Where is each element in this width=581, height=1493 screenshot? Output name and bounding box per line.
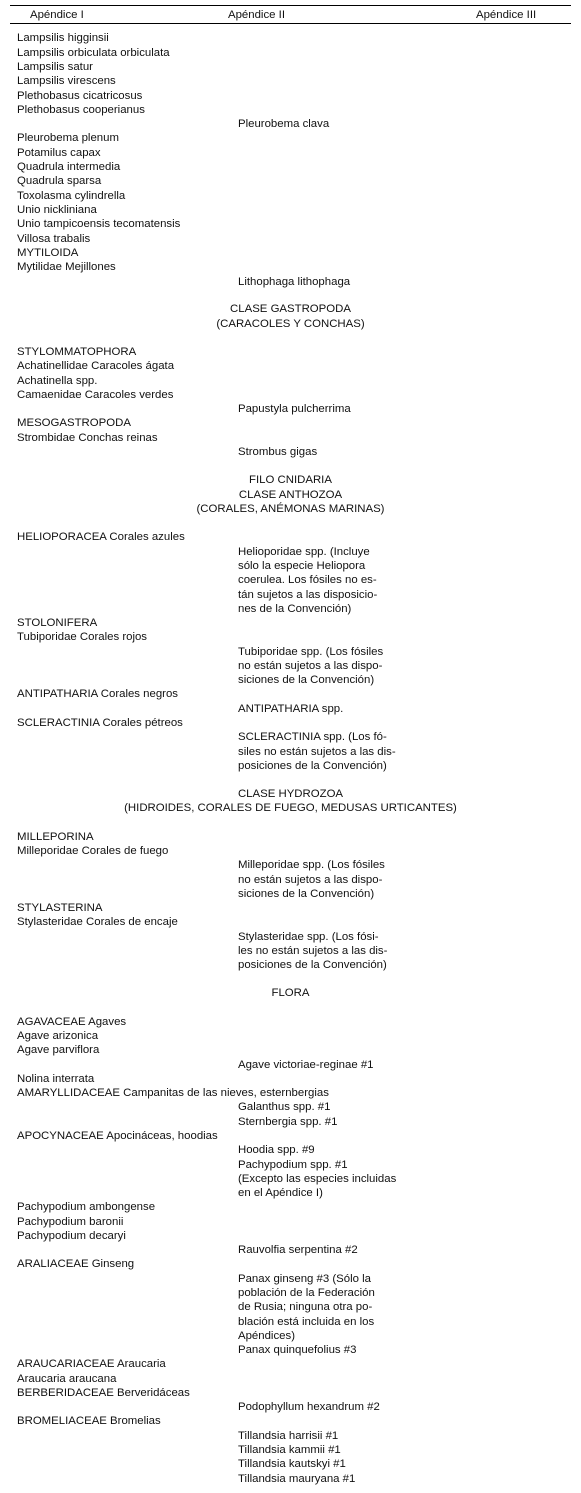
appendix-2-entry: Tillandsia kautskyi #1	[238, 1458, 346, 1470]
appendix-1-entry: STYLASTERINA	[17, 902, 103, 914]
appendix-2-entry: Rauvolfia serpentina #2	[238, 1244, 358, 1256]
appendix-2-entry: Stylasteridae spp. (Los fósi-	[238, 931, 379, 943]
appendix-1-entry: SCLERACTINIA Corales pétreos	[17, 717, 183, 729]
appendix-2-entry: Podophyllum hexandrum #2	[238, 1401, 380, 1413]
appendix-1-entry: Tubiporidae Corales rojos	[17, 631, 148, 643]
appendix-2-entry: Pleurobema clava	[238, 118, 330, 130]
appendix-2-entry: Apéndices)	[238, 1330, 295, 1342]
appendix-1-entry: Unio nickliniana	[17, 204, 97, 216]
appendix-1-entry: BROMELIACEAE Bromelias	[17, 1415, 161, 1427]
appendix-2-entry: Papustyla pulcherrima	[238, 403, 351, 415]
appendix-1-entry: Nolina interrata	[17, 1073, 95, 1085]
appendix-1-entry: HELIOPORACEA Corales azules	[17, 531, 185, 543]
appendix-1-entry: Camaenidae Caracoles verdes	[17, 389, 174, 401]
appendix-1-entry: AMARYLLIDACEAE Campanitas de las nieves, esternbergias	[17, 1087, 329, 1099]
appendix-2-entry: Hoodia spp. #9	[238, 1144, 315, 1156]
appendix-1-entry: Quadrula sparsa	[17, 175, 102, 187]
appendix-1-entry: MESOGASTROPODA	[17, 417, 131, 429]
appendix-1-entry: Achatinella spp.	[17, 375, 98, 387]
section-heading: FILO CNIDARIA	[249, 474, 332, 486]
section-heading: CLASE GASTROPODA	[230, 303, 351, 315]
appendix-2-entry: Strombus gigas	[238, 446, 318, 458]
appendix-2-entry: Tillandsia mauryana #1	[238, 1473, 356, 1485]
appendix-1-entry: Villosa trabalis	[17, 233, 91, 245]
appendix-1-entry: Agave parviflora	[17, 1044, 100, 1056]
appendix-1-entry: Plethobasus cicatricosus	[17, 90, 143, 102]
appendix-2-entry: nes de la Convención)	[238, 603, 352, 615]
appendix-1-entry: Milleporidae Corales de fuego	[17, 845, 169, 857]
appendix-1-entry: AGAVACEAE Agaves	[17, 1016, 127, 1028]
appendix-2-entry: posiciones de la Convención)	[238, 760, 387, 772]
appendix-2-entry: siles no están sujetos a las dis-	[238, 746, 396, 758]
appendix-1-entry: Potamilus capax	[17, 147, 101, 159]
appendix-1-entry: Pleurobema plenum	[17, 132, 119, 144]
appendix-1-entry: Agave arizonica	[17, 1030, 99, 1042]
appendix-2-entry: Agave victoriae-reginae #1	[238, 1059, 374, 1071]
column-header-appendix-2: Apéndice II	[228, 9, 285, 21]
appendix-2-entry: Panax quinquefolius #3	[238, 1344, 357, 1356]
appendix-2-entry: les no están sujetos a las dis-	[238, 945, 388, 957]
appendix-2-entry: en el Apéndice I)	[238, 1187, 323, 1199]
appendix-1-entry: STOLONIFERA	[17, 617, 98, 629]
appendix-2-entry: Pachypodium spp. #1	[238, 1159, 348, 1171]
appendix-1-entry: Lampsilis orbiculata orbiculata	[17, 47, 170, 59]
appendix-1-entry: Unio tampicoensis tecomatensis	[17, 218, 181, 230]
table-header	[0, 0, 581, 26]
appendix-1-entry: ARALIACEAE Ginseng	[17, 1258, 135, 1270]
appendix-2-entry: siciones de la Convención)	[238, 674, 375, 686]
section-heading: FLORA	[271, 987, 310, 999]
appendix-1-entry: Stylasteridae Corales de encaje	[17, 916, 178, 928]
appendix-1-entry: Lampsilis virescens	[17, 75, 116, 87]
appendix-1-entry: Quadrula intermedia	[17, 161, 121, 173]
appendix-1-entry: Lampsilis higginsii	[17, 32, 109, 44]
column-header-appendix-3: Apéndice III	[476, 9, 537, 21]
appendix-2-entry: SCLERACTINIA spp. (Los fó-	[238, 731, 387, 743]
appendix-2-entry: sólo la especie Heliopora	[238, 560, 366, 572]
appendix-1-entry: Achatinellidae Caracoles ágata	[17, 360, 175, 372]
appendix-2-entry: Lithophaga lithophaga	[238, 276, 351, 288]
section-heading: CLASE ANTHOZOA	[238, 489, 343, 501]
column-header-appendix-1: Apéndice I	[30, 9, 84, 21]
appendix-2-entry: (Excepto las especies incluidas	[238, 1173, 397, 1185]
section-heading: (CORALES, ANÉMONAS MARINAS)	[196, 503, 385, 515]
appendix-2-entry: Galanthus spp. #1	[238, 1101, 331, 1113]
appendix-2-entry: de Rusia; ninguna otra po-	[238, 1301, 373, 1313]
section-heading: (HIDROIDES, CORALES DE FUEGO, MEDUSAS URTICANTES)	[124, 802, 457, 814]
appendix-2-entry: posiciones de la Convención)	[238, 959, 387, 971]
appendix-1-entry: MILLEPORINA	[17, 831, 94, 843]
appendix-2-entry: siciones de la Convención)	[238, 888, 375, 900]
appendix-2-entry: tán sujetos a las disposicio-	[238, 589, 378, 601]
header-bottom-rule	[10, 23, 571, 24]
header-top-rule	[10, 5, 571, 6]
appendix-2-entry: población de la Federación	[238, 1287, 375, 1299]
appendix-1-entry: Plethobasus cooperianus	[17, 104, 145, 116]
section-heading: CLASE HYDROZOA	[237, 788, 344, 800]
appendix-2-entry: blación está incluida en los	[238, 1316, 375, 1328]
appendix-1-entry: BERBERIDACEAE Berveridáceas	[17, 1387, 190, 1399]
appendix-2-entry: Helioporidae spp. (Incluye	[238, 546, 370, 558]
appendix-2-entry: no están sujetos a las dispo-	[238, 660, 383, 672]
appendix-1-entry: STYLOMMATOPHORA	[17, 346, 137, 358]
appendix-1-entry: Pachypodium decaryi	[17, 1230, 126, 1242]
appendix-1-entry: ARAUCARIACEAE Araucaria	[17, 1358, 166, 1370]
appendix-1-entry: ANTIPATHARIA Corales negros	[17, 688, 178, 700]
appendix-2-entry: Milleporidae spp. (Los fósiles	[238, 859, 385, 871]
appendix-1-entry: Pachypodium baronii	[17, 1216, 124, 1228]
appendix-2-entry: Panax ginseng #3 (Sólo la	[238, 1273, 371, 1285]
appendix-2-entry: Tubiporidae spp. (Los fósiles	[238, 646, 384, 658]
appendix-2-entry: Tillandsia kammii #1	[238, 1444, 341, 1456]
appendix-1-entry: APOCYNACEAE Apocináceas, hoodias	[17, 1130, 218, 1142]
appendix-1-entry: Mytilidae Mejillones	[17, 261, 116, 273]
appendix-1-entry: Strombidae Conchas reinas	[17, 432, 158, 444]
appendix-2-entry: coerulea. Los fósiles no es-	[238, 574, 377, 586]
appendix-2-entry: Tillandsia harrisii #1	[238, 1430, 339, 1442]
appendix-1-entry: Pachypodium ambongense	[17, 1201, 156, 1213]
appendix-1-entry: MYTILOIDA	[17, 247, 79, 259]
appendix-1-entry: Lampsilis satur	[17, 61, 93, 73]
section-heading: (CARACOLES Y CONCHAS)	[216, 318, 365, 330]
appendix-2-entry: no están sujetos a las dispo-	[238, 874, 383, 886]
appendix-2-entry: ANTIPATHARIA spp.	[238, 703, 344, 715]
appendix-2-entry: Sternbergia spp. #1	[238, 1116, 338, 1128]
appendix-1-entry: Araucaria araucana	[17, 1373, 117, 1385]
appendix-1-entry: Toxolasma cylindrella	[17, 190, 126, 202]
